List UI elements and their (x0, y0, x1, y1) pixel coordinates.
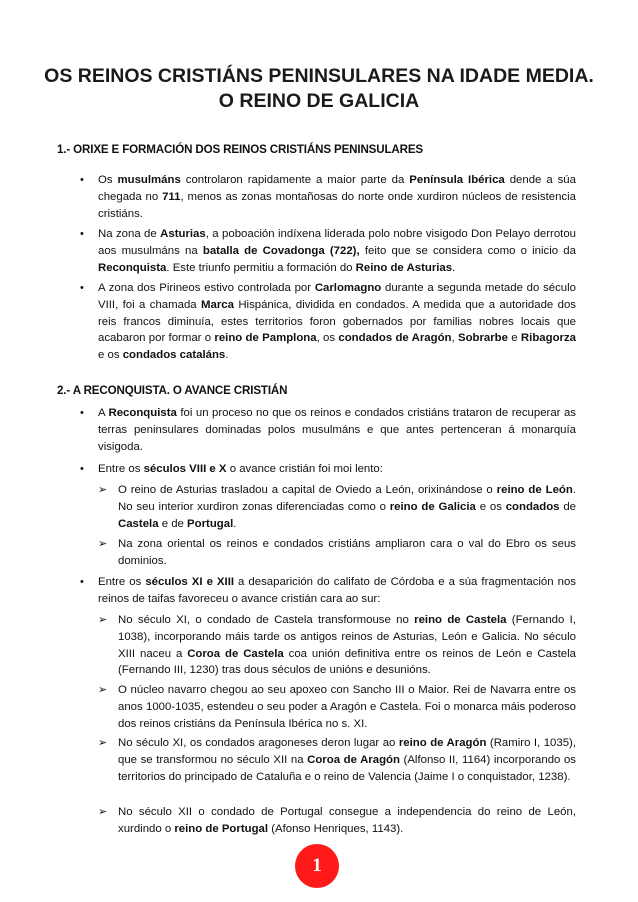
sub-list-item (98, 612, 577, 679)
text-run: coa unión definitiva entre os reinos de León e Castela (Fernando III, 1230) tras dous séculos de unións e desunións. (118, 647, 576, 677)
bold-text-run: séculos XI e XIII (145, 576, 235, 588)
arrow-bullet-icon: ➢ (98, 538, 108, 550)
text-run: . (452, 261, 456, 274)
text-run: No século XI, os condados aragoneses deron lugar ao (118, 737, 399, 749)
title-line-1: OS REINOS CRISTIÁNS PENINSULARES NA IDADE MEDIA. (44, 65, 594, 87)
text-run: dende a súa chegada no (98, 174, 576, 203)
bold-text-run: 711 (162, 190, 181, 203)
bullet-marker: • (80, 228, 84, 240)
text-run: O núcleo navarro chegou ao seu apoxeo con Sancho III o Maior. Rei de Navarra entre os anos 1000-1035, estendeu o seu poder a Aragón e Castela. Foi o monarca máis poderoso dos reinos cristiáns da Península Ibérica no s. XI. (118, 684, 576, 730)
bold-text-run: reino de Castela (414, 614, 507, 626)
bold-text-run: Coroa de Aragón (307, 753, 400, 766)
list-item-text (98, 280, 576, 364)
bold-text-run: Asturias (160, 228, 206, 240)
text-run: a desaparición do califato de Córdoba e a súa fragmentación nos reinos de taifas favoreceu o avance cristián cara ao sur: (98, 576, 576, 605)
bullet-marker: • (80, 407, 84, 419)
bold-text-run: séculos VIII e X (143, 463, 227, 475)
section-heading-2: 2.- A RECONQUISTA. O AVANCE CRISTIÁN (57, 384, 288, 397)
arrow-bullet-icon: ➢ (98, 806, 108, 818)
text-run: (Alfonso II, 1164) incorporando os territorios do principado de Cataluña e o reino de Valencia (Jaime I o conquistador, 1238). (118, 753, 576, 783)
text-run: . Este triunfo permitiu a formación do (166, 261, 356, 274)
text-run: Entre os (98, 463, 144, 475)
text-run: e os (98, 349, 123, 362)
text-run: e (507, 332, 521, 345)
bold-text-run: reino de Pamplona (214, 332, 317, 345)
bold-text-run: reino de León (496, 484, 573, 496)
list-item (80, 574, 576, 608)
bold-text-run: Carlomagno (314, 282, 382, 294)
list-item-text (118, 536, 576, 570)
text-run: A zona dos Pirineos estivo controlada por (98, 282, 315, 294)
text-run: A (98, 407, 109, 419)
bold-text-run: Península Ibérica (409, 174, 505, 186)
bold-text-run: Castela (118, 517, 159, 530)
text-run: e de (158, 517, 188, 530)
text-run: . (233, 517, 237, 530)
bullet-marker: • (80, 576, 84, 588)
text-run: o avance cristián foi moi lento: (226, 463, 383, 475)
text-run: . (225, 349, 229, 362)
bold-text-run: reino de Portugal (174, 822, 269, 835)
arrow-bullet-icon: ➢ (98, 614, 108, 626)
text-run: , os (316, 332, 339, 345)
sub-list-item (98, 482, 576, 532)
text-run: . No seu interior xurdiron zonas diferenciadas como o (118, 484, 576, 513)
sub-list-item (98, 804, 576, 838)
arrow-bullet-icon: ➢ (98, 684, 108, 696)
text-run: , menos as zonas montañosas do norte onde xurdiron núcleos de resistencia cristiáns. (98, 190, 576, 220)
list-item-text (98, 172, 576, 222)
arrow-bullet-icon: ➢ (98, 484, 108, 496)
text-run: (Fernando I, 1038), incorporando máis tarde os antigos reinos de Asturias, León e Galicia. No século XIII naceu a (118, 614, 577, 660)
section-heading-1: 1.- ORIXE E FORMACIÓN DOS REINOS CRISTIÁNS PENINSULARES (57, 143, 424, 156)
list-item-text (98, 574, 576, 608)
text-run: Hispánica, dividida en condados. A medida que a autoridade dos reis francos diminuía, estes territorios foron gobernados por familias nobres locais que acabaron por formar o (98, 298, 576, 345)
list-item (80, 280, 576, 364)
bold-text-run: condados (505, 500, 560, 513)
text-run: feito que se considera como o inicio da (359, 244, 576, 257)
text-run: de (559, 500, 576, 513)
list-item-text (98, 461, 576, 478)
list-item (80, 226, 576, 276)
sub-list-item (98, 735, 576, 785)
list-item-text (118, 735, 576, 785)
bold-text-run: reino de Galicia (389, 500, 476, 513)
text-run: (Ramiro I, 1035), que se transformou no século XII na (118, 737, 576, 766)
bold-text-run: Coroa de Castela (187, 647, 284, 660)
bold-text-run: Marca (201, 298, 234, 311)
arrow-bullet-icon: ➢ (98, 737, 108, 749)
text-run: durante a segunda metade do século VIII, foi a chamada (98, 282, 576, 311)
text-run: Entre os (98, 576, 146, 588)
bold-text-run: Reino de Asturias (355, 261, 453, 274)
title-line-2: O REINO DE GALICIA (218, 90, 420, 112)
list-item (80, 461, 576, 478)
text-run: , a poboación indíxena liderada polo nobre visigodo Don Pelayo derrotou aos musulmáns na (98, 228, 576, 257)
text-run: Na zona de (98, 228, 161, 240)
text-run: O reino de Asturias trasladou a capital de Oviedo a León, orixinándose o (118, 484, 497, 496)
text-run: foi un proceso no que os reinos e condados cristiáns trataron de recuperar as terras peninsulares dominadas polos musulmáns e que antes pertenceran á monarquía visigoda. (98, 407, 576, 453)
bold-text-run: Reconquista (108, 407, 177, 419)
document-title (40, 64, 598, 114)
bullet-marker: • (80, 463, 84, 475)
bullet-marker: • (80, 282, 84, 294)
text-run: controlaron rapidamente a maior parte da (180, 174, 410, 186)
bold-text-run: Reconquista (98, 261, 167, 274)
bold-text-run: reino de Aragón (398, 737, 487, 749)
bold-text-run: Portugal (187, 517, 234, 530)
list-item-text (118, 804, 576, 838)
text-run: Na zona oriental os reinos e condados cristiáns ampliaron cara o val do Ebro os seus dominios. (118, 538, 576, 567)
text-run: Os (98, 174, 118, 186)
text-run: e os (475, 500, 506, 513)
sub-list-item (98, 536, 576, 570)
bold-text-run: Ribagorza (520, 332, 576, 345)
text-run: No século XI, o condado de Castela transformouse no (118, 614, 415, 626)
sub-list-item (98, 682, 576, 732)
bold-text-run: batalla de Covadonga (722), (202, 244, 360, 257)
text-run: No século XII o condado de Portugal consegue a independencia do reino de León, xurdindo o (118, 806, 576, 835)
text-run: (Afonso Henriques, 1143). (268, 822, 404, 835)
bold-text-run: Sobrarbe (457, 332, 508, 345)
list-item-text (98, 226, 576, 276)
list-item-text (118, 682, 576, 732)
bold-text-run: musulmáns (117, 174, 181, 186)
page-number-badge: 1 (295, 844, 339, 888)
list-item (80, 405, 576, 455)
text-run: , (451, 332, 458, 345)
list-item-text (118, 612, 576, 679)
list-item-text (118, 482, 576, 532)
list-item (80, 172, 576, 222)
bold-text-run: condados de Aragón (338, 332, 452, 345)
bullet-marker: • (80, 174, 84, 186)
bold-text-run: condados cataláns (122, 349, 226, 362)
list-item-text (98, 405, 576, 455)
